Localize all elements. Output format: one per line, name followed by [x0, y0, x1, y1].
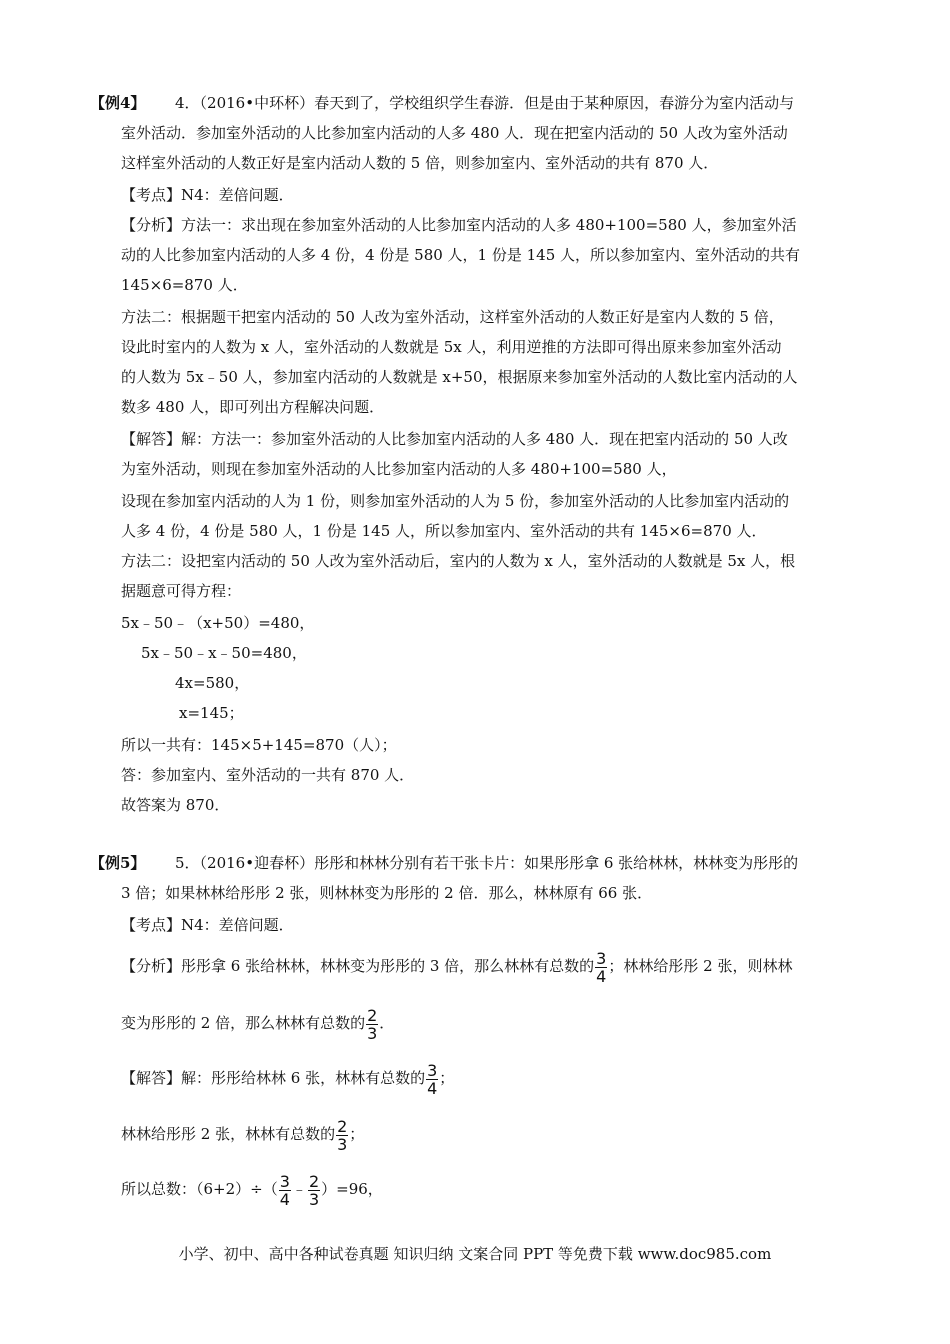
fraction-denominator: 4	[279, 1189, 290, 1209]
solution-text: 所以总数：（6+2）÷（	[121, 1180, 278, 1198]
solution-text: ）=96，	[321, 1180, 383, 1198]
example5-question-line2: 3 倍；如果林林给彤彤 2 张，则林林变为彤彤的 2 倍．那么，林林原有 66 张．	[121, 884, 653, 902]
example5-solution-line1	[121, 1058, 454, 1098]
example4-solution-line: 设现在参加室内活动的人为 1 份，则参加室外活动的人为 5 份，参加室外活动的人比参加室内活动的	[121, 492, 790, 510]
solution-text: ；	[349, 1125, 365, 1143]
fraction-denominator: 3	[308, 1189, 320, 1209]
fraction-numerator: 3	[596, 948, 607, 968]
analysis-text: ．	[379, 1014, 395, 1032]
example4-analysis-line: 145×6=870 人．	[121, 276, 248, 294]
example4-equation-line: 4x=580，	[175, 674, 250, 692]
example5-solution-line3	[121, 1169, 383, 1209]
example4-kaodian: 【考点】N4：差倍问题．	[121, 186, 294, 204]
example5-analysis-line2	[121, 1003, 394, 1043]
example4-analysis-line: 的人数为 5x﹣50 人，参加室内活动的人数就是 x+50，根据原来参加室外活动的人数比室内活动的人	[121, 368, 798, 386]
solution-text: ；	[439, 1069, 455, 1087]
example4-analysis-line: 数多 480 人，即可列出方程解决问题．	[121, 398, 385, 416]
fraction-numerator: 2	[367, 1005, 378, 1025]
example5-tag: 【例5】	[90, 854, 146, 872]
fraction-numerator: 3	[427, 1060, 438, 1080]
example4-analysis-line: 动的人比参加室内活动的人多 4 份，4 份是 580 人，1 份是 145 人，所以参加室内、室外活动的共有	[121, 246, 801, 264]
example4-analysis-line: 【分析】方法一：求出现在参加室外活动的人比参加室内活动的人多 480+100=580 人，参加室外活	[121, 216, 797, 234]
fraction-numerator: 2	[337, 1116, 348, 1136]
fraction-denominator: 4	[596, 966, 607, 986]
example4-solution-line: 【解答】解：方法一：参加室外活动的人比参加室内活动的人多 480 人．现在把室内活动的 50 人改	[121, 430, 788, 448]
example4-solution-line: 方法二：设把室内活动的 50 人改为室外活动后，室内的人数为 x 人，室外活动的人数就是 5x 人，根	[121, 552, 796, 570]
example4-solution-line: 为室外活动，则现在参加室外活动的人比参加室内活动的人多 480+100=580 人，	[121, 460, 677, 478]
example4-analysis-line: 设此时室内的人数为 x 人，室外活动的人数就是 5x 人，利用逆推的方法即可得出原来参加室外活动	[121, 338, 782, 356]
example4-question-line2: 室外活动．参加室外活动的人比参加室内活动的人多 480 人．现在把室内活动的 50 人改为室外活动	[121, 124, 788, 142]
solution-text: 【解答】解：彤彤给林林 6 张，林林有总数的	[121, 1069, 426, 1087]
fraction-three-quarters	[279, 1173, 291, 1208]
example5-solution-line2	[121, 1114, 364, 1154]
analysis-text: ；林林给彤彤 2 张，则林林	[608, 957, 793, 975]
example4-equation-line: x=145；	[179, 704, 244, 722]
fraction-denominator: 4	[427, 1078, 438, 1098]
example4-solution-line: 据题意可得方程：	[121, 582, 242, 600]
example4-equation-line: 5x﹣50﹣（x+50）=480，	[121, 614, 315, 632]
page-footer: 小学、初中、高中各种试卷真题 知识归纳 文案合同 PPT 等免费下载 www.doc985.com	[178, 1245, 772, 1263]
example4-question-line3: 这样室外活动的人数正好是室内活动人数的 5 倍，则参加室内、室外活动的共有 870 人．	[121, 154, 719, 172]
example4-equation-line: 5x﹣50﹣x﹣50=480，	[141, 644, 307, 662]
analysis-text: 【分析】彤彤拿 6 张给林林，林林变为彤彤的 3 倍，那么林林有总数的	[121, 957, 595, 975]
example4-question-line1: 4．（2016•中环杯）春天到了，学校组织学生春游．但是由于某种原因，春游分为室内活动与	[175, 94, 795, 112]
example5-analysis-line1	[121, 946, 792, 986]
example5-question-line1: 5．（2016•迎春杯）彤彤和林林分别有若干张卡片：如果彤彤拿 6 张给林林，林林变为彤彤的	[175, 854, 799, 872]
example4-solution-line: 人多 4 份，4 份是 580 人，1 份是 145 人，所以参加室内、室外活动的共有 145×6=870 人．	[121, 522, 767, 540]
example5-kaodian: 【考点】N4：差倍问题．	[121, 916, 294, 934]
example4-analysis-line: 方法二：根据题干把室内活动的 50 人改为室外活动，这样室外活动的人数正好是室内人数的 5 倍，	[121, 308, 784, 326]
fraction-three-quarters	[595, 950, 607, 985]
fraction-three-quarters	[426, 1062, 438, 1097]
fraction-denominator: 3	[337, 1134, 348, 1154]
example4-answer-line: 答：参加室内、室外活动的一共有 870 人．	[121, 766, 415, 784]
solution-text: 林林给彤彤 2 张，林林有总数的	[121, 1125, 336, 1143]
fraction-two-thirds	[308, 1173, 320, 1208]
example4-solution-line: 所以一共有：145×5+145=870（人）；	[121, 736, 397, 754]
fraction-two-thirds	[366, 1007, 378, 1042]
fraction-numerator: 2	[308, 1171, 320, 1191]
analysis-text: 变为彤彤的 2 倍，那么林林有总数的	[121, 1014, 366, 1032]
minus-sign: ﹣	[291, 1180, 307, 1198]
fraction-two-thirds	[336, 1118, 348, 1153]
fraction-numerator: 3	[279, 1171, 290, 1191]
example4-final-answer: 故答案为 870．	[121, 796, 230, 814]
fraction-denominator: 3	[367, 1023, 378, 1043]
example4-tag: 【例4】	[90, 94, 146, 112]
